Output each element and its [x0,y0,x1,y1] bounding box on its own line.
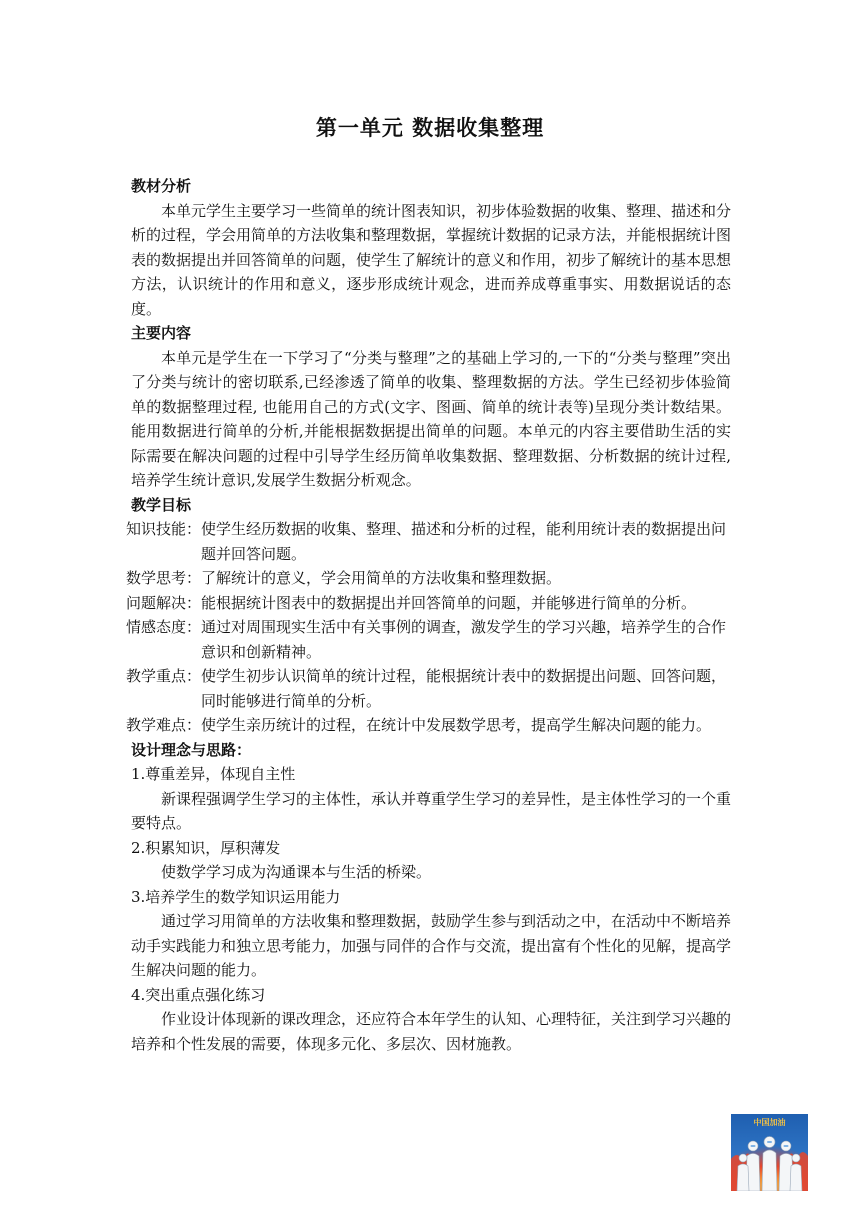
goal-item [126,517,731,566]
goal-text: 使学生初步认识简单的统计过程，能根据统计表中的数据提出问题、回答问题，同时能够进行简单的分析。 [201,667,727,710]
design-point-title: 4.突出重点强化练习 [131,985,266,1004]
design-point-text: 使数学学习成为沟通课本与生活的桥梁。 [161,863,432,881]
goal-text: 通过对周围现实生活中有关事例的调查，激发学生的学习兴趣，培养学生的合作意识和创新精神。 [201,618,727,661]
design-point-title: 1.尊重差异，体现自主性 [131,765,296,783]
design-point-title: 2.积累知识，厚积薄发 [131,838,281,857]
badge-text: 中国加油 [753,1118,786,1127]
section-heading-goals: 教学目标 [131,495,192,514]
goal-item [126,664,731,713]
goal-text: 了解统计的意义，学会用简单的方法收集和整理数据。 [201,569,562,587]
goal-item [126,566,731,591]
design-point-text: 作业设计体现新的课改理念，还应符合本年学生的认知、心理特征，关注到学习兴趣的培养和个性发展的需要，体现多元化、多层次、因材施教。 [131,1010,732,1053]
goal-item [126,591,731,616]
goals-list [126,517,731,738]
goal-text: 使学生经历数据的收集、整理、描述和分析的过程，能利用统计表的数据提出问题并回答问题。 [201,520,727,563]
goal-text: 能根据统计图表中的数据提出并回答简单的问题，并能够进行简单的分析。 [201,593,697,612]
goal-label: 教学重点： [126,667,202,685]
document-body [126,174,732,1056]
design-point-text: 通过学习用简单的方法收集和整理数据，鼓励学生参与到活动之中，在活动中不断培养动手实践能力和独立思考能力，加强与同伴的合作与交流，提出富有个性化的见解，提高学生解决问题的能力。 [131,912,732,979]
design-point-title: 3.培养学生的数学知识运用能力 [131,887,341,906]
goal-text: 使学生亲历统计的过程，在统计中发展数学思考，提高学生解决问题的能力。 [201,716,712,734]
goal-item [126,615,731,664]
design-point-text: 新课程强调学生学习的主体性，承认并尊重学生学习的差异性，是主体性学习的一个重要特点。 [131,789,732,832]
goal-label: 教学难点： [126,716,202,734]
medical-workers-illustration-icon [731,1114,808,1191]
goal-label: 问题解决： [126,593,202,612]
goal-label: 数学思考： [126,569,202,587]
section-heading-content: 主要内容 [131,324,192,342]
analysis-paragraph: 本单元学生主要学习一些简单的统计图表知识，初步体验数据的收集、整理、描述和分析的过程，学会用简单的方法收集和整理数据，掌握统计数据的记录方法，并能根据统计图表的数据提出并回答简单的问题，使学生了解统计的意义和作用，初步了解统计的基本思想方法，认识统计的作用和意义，逐步形成统计观念，进而养成尊重事实、用数据说话的态度。 [131,201,732,318]
corner-illustration [731,1114,808,1191]
goal-item [126,713,731,738]
goal-label: 知识技能： [126,520,202,538]
goal-label: 情感态度： [126,618,202,636]
section-heading-analysis: 教材分析 [131,177,192,195]
content-paragraph: 本单元是学生在一下学习了“分类与整理”之的基础上学习的,一下的“分类与整理”突出了分类与统计的密切联系,已经渗透了简单的收集、整理数据的方法。学生已经初步体验简单的数据整理过程, 也能用自己的方式(文字、图画、简单的统计表等)呈现分类计数结果。能用数据进行简单的分析,并能根据数据提出简单的问题。本单元的内容主要借助生活的实际需要在解决问题的过程中引导学生经历简单收集数据、整理数据、分析数据的统计过程, 培养学生统计意识,发展学生数据分析观念。 [131,348,731,489]
page-title: 第一单元 数据收集整理 [315,116,545,140]
section-heading-design: 设计理念与思路： [131,740,252,759]
